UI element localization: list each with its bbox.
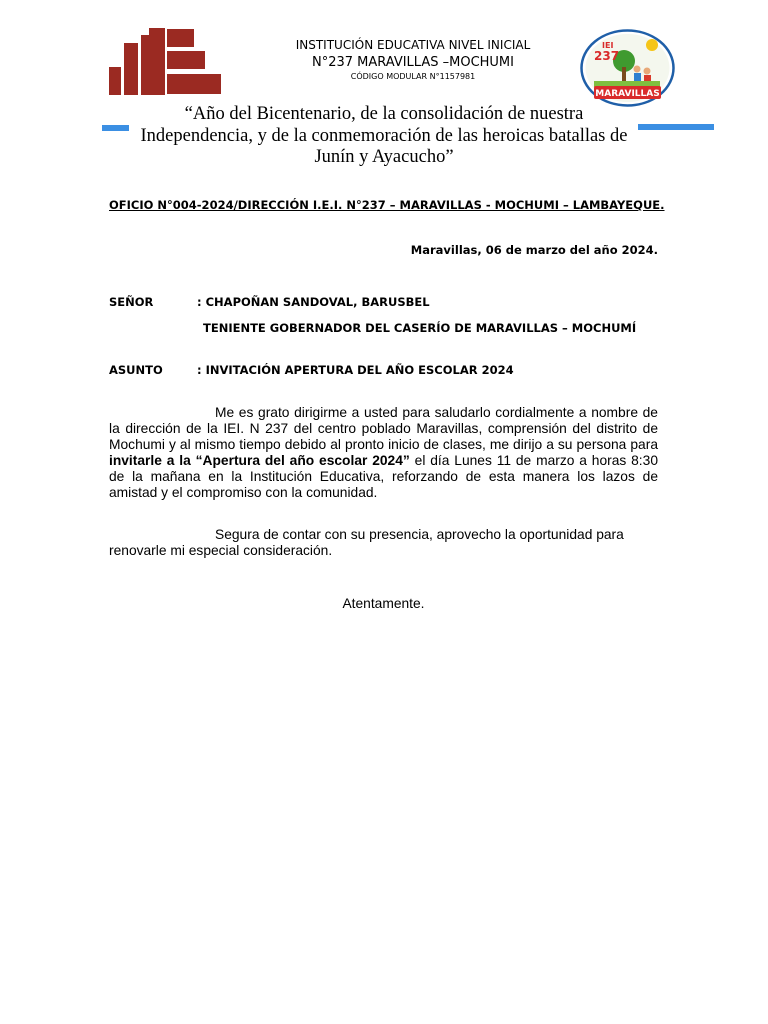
body-paragraph-1 [109, 405, 658, 500]
recipient-name: : CHAPOÑAN SANDOVAL, BARUSBEL [197, 295, 430, 309]
decorative-rule-right [638, 124, 714, 130]
logo-banner-text: MARAVILLAS [595, 89, 660, 99]
recipient-label: SEÑOR [109, 295, 154, 309]
subject-label: ASUNTO [109, 363, 163, 377]
paragraph-1-bold-invitation: invitarle a la “Apertura del año escolar 2024” [109, 452, 410, 468]
quote-line-1: “Año del Bicentenario, de la consolidación de nuestra [184, 104, 584, 124]
logo-number-text: 237 [594, 49, 620, 63]
quote-line-3: Junín y Ayacucho” [314, 147, 454, 167]
oficio-reference: OFICIO N°004-2024/DIRECCIÓN I.E.I. N°237 – MARAVILLAS - MOCHUMI – LAMBAYEQUE. [109, 198, 665, 212]
paragraph-1-text-b: el día Lunes 11 de marzo a horas 8:30 de la mañana en la Institución Educativa, reforzando de esta manera los lazos de amistad y el compromiso con la comunidad. [109, 452, 658, 500]
paragraph-1-text-a: Me es grato dirigirme a usted para saludarlo cordialmente a nombre de la dirección de la IEI. N 237 del centro poblado Maravillas, comprensión del distrito de Mochumi y al mismo tiempo debido al pronto inicio de clases, me dirijo a su persona para [109, 405, 658, 452]
subject-value: : INVITACIÓN APERTURA DEL AÑO ESCOLAR 2024 [197, 363, 514, 377]
iei-237-maravillas-logo [580, 29, 675, 107]
closing-salutation: Atentamente. [342, 596, 425, 611]
modular-code: CÓDIGO MODULAR N°1157981 [350, 72, 476, 81]
logo-iei-text: IEI [602, 41, 614, 50]
recipient-title: TENIENTE GOBERNADOR DEL CASERÍO DE MARAVILLAS – MOCHUMÍ [203, 321, 637, 335]
institution-name: INSTITUCIÓN EDUCATIVA NIVEL INICIAL [295, 38, 531, 52]
institution-number: N°237 MARAVILLAS –MOCHUMI [311, 55, 514, 70]
body-paragraph-2 [109, 527, 658, 559]
year-motto-quote [124, 104, 644, 169]
quote-line-2: Independencia, y de la conmemoración de las heroicas batallas de [140, 125, 628, 146]
paragraph-2-text: Segura de contar con su presencia, aprovecho la oportunidad para renovarle mi especial consideración. [109, 527, 624, 558]
document-date: Maravillas, 06 de marzo del año 2024. [410, 243, 658, 257]
